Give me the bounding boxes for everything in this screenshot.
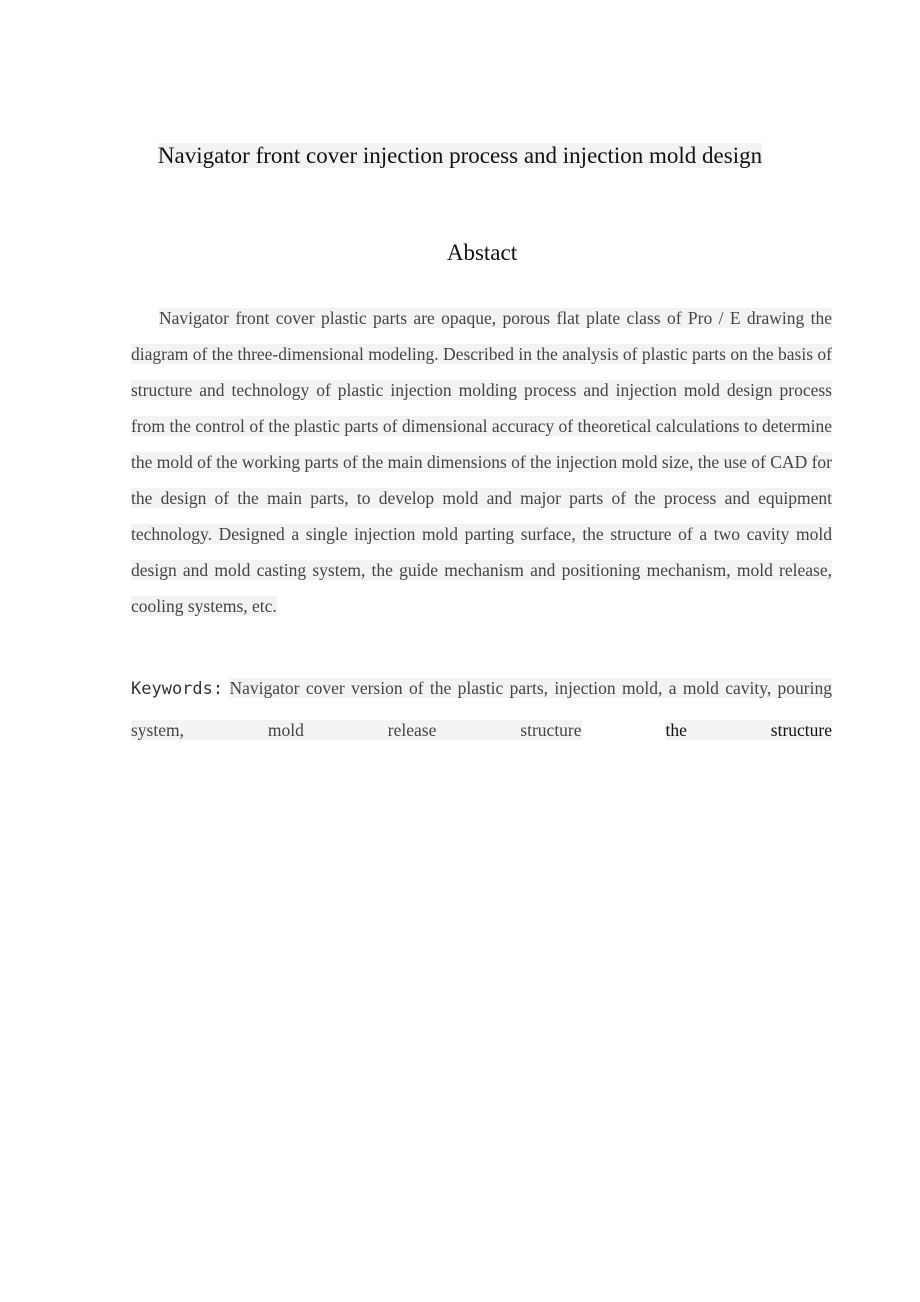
abstract-paragraph	[131, 300, 832, 624]
document-title	[0, 139, 920, 173]
keywords-text: Navigator cover version of the plastic parts, injection mold, a mold cavity, pouring system, mold release structure	[131, 678, 833, 740]
keywords-tail: the structure	[665, 720, 832, 740]
keywords-label: Keywords:	[131, 679, 224, 699]
abstract-heading-text: Abstact	[446, 240, 518, 265]
abstract-heading	[0, 236, 920, 270]
keywords-paragraph	[131, 668, 832, 751]
abstract-text: Navigator front cover plastic parts are opaque, porous flat plate class of Pro / E drawing the diagram of the three-dimensional modeling. Described in the analysis of plastic parts on the basis of structure and technology of plastic injection molding process and injection mold design process from the control of the plastic parts of dimensional accuracy of theoretical calculations to determine the mold of the working parts of the main dimensions of the injection mold size, the use of CAD for the design of the main parts, to develop mold and major parts of the process and equipment technology. Designed a single injection mold parting surface, the structure of a two cavity mold design and mold casting system, the guide mechanism and positioning mechanism, mold release, cooling systems, etc.	[131, 308, 832, 616]
document-title-text: Navigator front cover injection process and injection mold design	[157, 143, 763, 168]
